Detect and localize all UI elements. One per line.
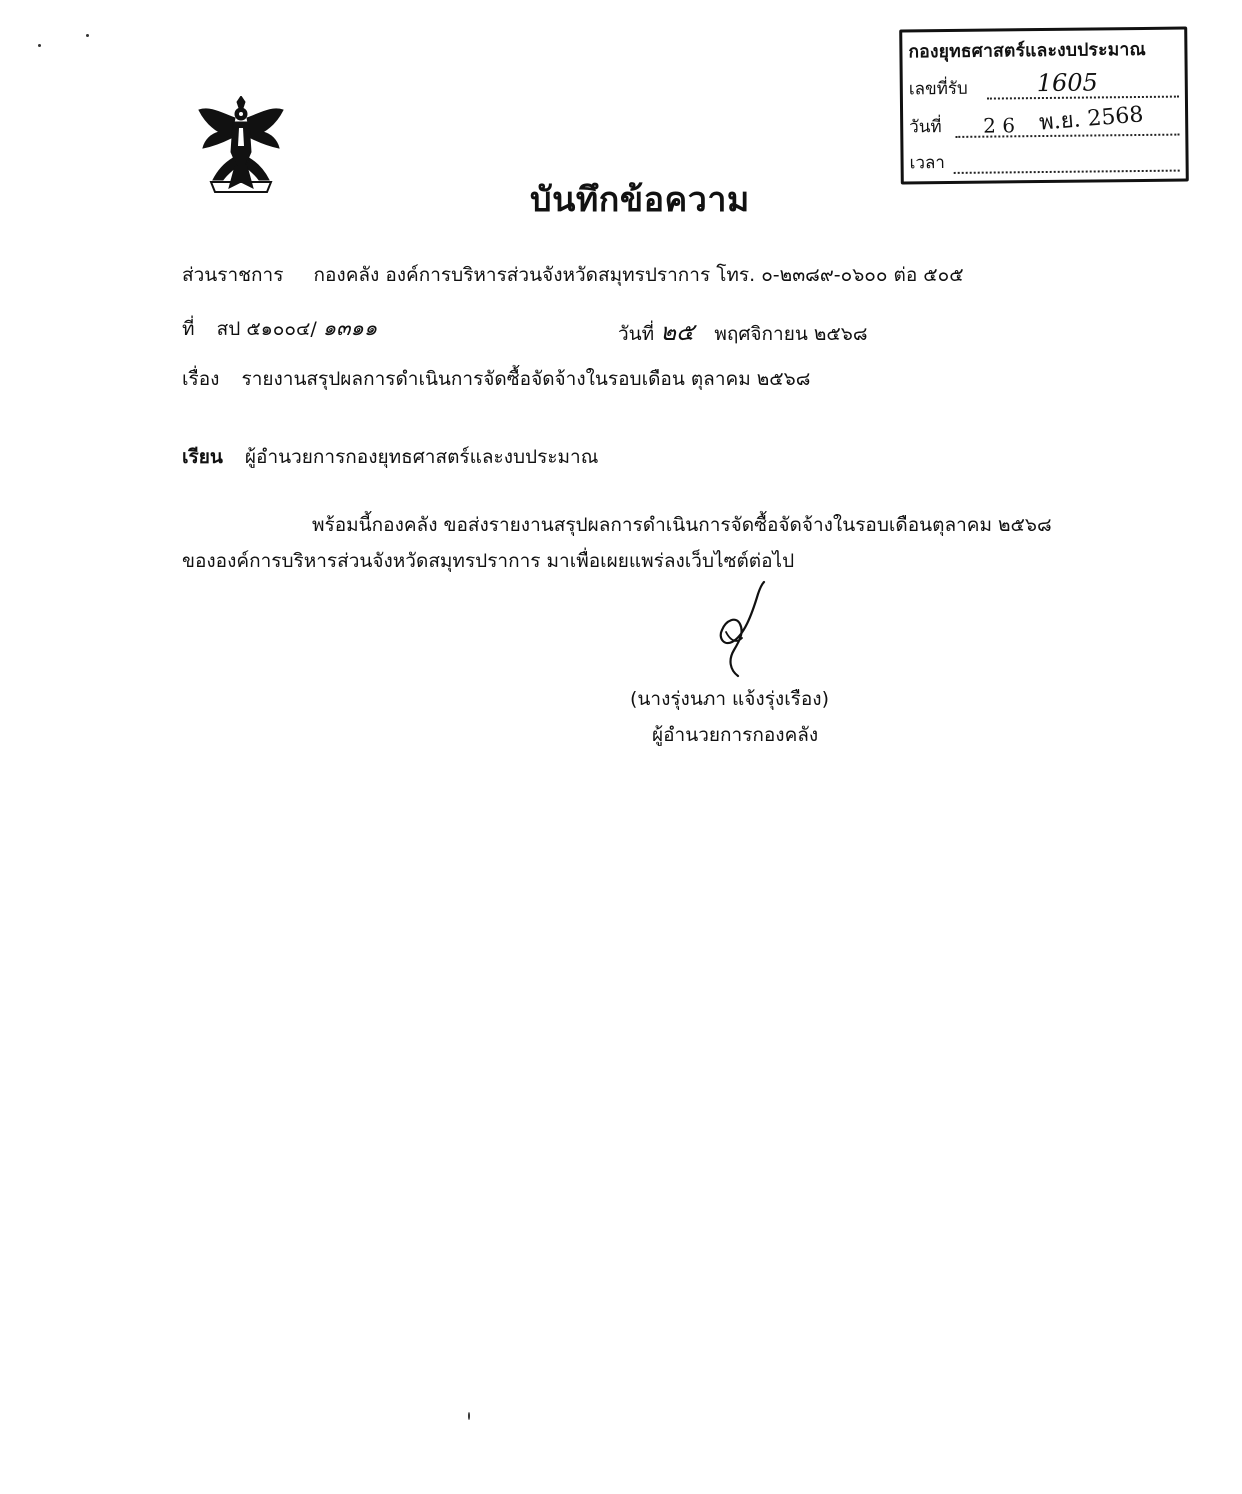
garuda-emblem-icon: [193, 96, 289, 196]
reference-prefix: สป ๕๑๐๐๔/: [216, 318, 317, 340]
scan-speck: [468, 1412, 470, 1420]
body-line-2: ขององค์การบริหารส่วนจังหวัดสมุทรปราการ มาเพื่อเผยแพร่ลงเว็บไซต์ต่อไป: [182, 550, 795, 572]
subject-value: รายงานสรุปผลการดำเนินการจัดซื้อจัดจ้างในรอบเดือน ตุลาคม ๒๕๖๘: [241, 368, 811, 390]
signer-position: ผู้อำนวยการกองคลัง: [652, 724, 819, 746]
stamp-date-month-year: พ.ย. 2568: [1038, 102, 1145, 136]
handwritten-signature: [700, 580, 770, 680]
stamp-receipt-label: เลขที่รับ: [908, 78, 968, 100]
stamp-date-row: [909, 102, 1179, 143]
addressee-line: [182, 442, 598, 472]
signer-name: (นางรุ่งนภา แจ้งรุ่งเรือง): [630, 688, 829, 710]
body-line-1: พร้อมนี้กองคลัง ขอส่งรายงานสรุปผลการดำเนินการจัดซื้อจัดจ้างในรอบเดือนตุลาคม ๒๕๖๘: [312, 514, 1052, 536]
date-line: [618, 312, 868, 351]
date-month-year: พฤศจิกายน ๒๕๖๘: [714, 323, 868, 345]
agency-value: กองคลัง องค์การบริหารส่วนจังหวัดสมุทรปราการ โทร. ๐-๒๓๘๙-๐๖๐๐ ต่อ ๕๐๕: [313, 264, 964, 286]
agency-label: ส่วนราชการ: [182, 264, 284, 286]
reference-label: ที่: [182, 318, 195, 340]
stamp-date-day: 2 6: [983, 113, 1016, 138]
reference-line: [182, 312, 377, 345]
date-label: วันที่: [618, 323, 655, 345]
scan-speck: [86, 34, 89, 37]
agency-line: [182, 260, 964, 290]
subject-label: เรื่อง: [182, 368, 220, 390]
stamp-date-label: วันที่: [909, 117, 942, 138]
addressee-value: ผู้อำนวยการกองยุทธศาสตร์และงบประมาณ: [244, 446, 599, 468]
receipt-stamp: [899, 26, 1189, 184]
addressee-label: เรียน: [182, 446, 223, 468]
stamp-receipt-number: 1605: [1036, 68, 1098, 98]
reference-handwritten-number: ๑๓๑๑: [322, 316, 378, 340]
dotted-line: [954, 170, 1180, 174]
stamp-time-row: [909, 146, 1179, 179]
page-title: บันทึกข้อความ: [530, 180, 750, 220]
date-handwritten-day: ๒๕: [660, 318, 695, 346]
stamp-org: กองยุทธศาสตร์และงบประมาณ: [908, 39, 1146, 63]
stamp-time-label: เวลา: [909, 153, 946, 174]
scan-speck: [38, 44, 41, 47]
stamp-receipt-row: [908, 68, 1179, 105]
subject-line: [182, 364, 810, 394]
